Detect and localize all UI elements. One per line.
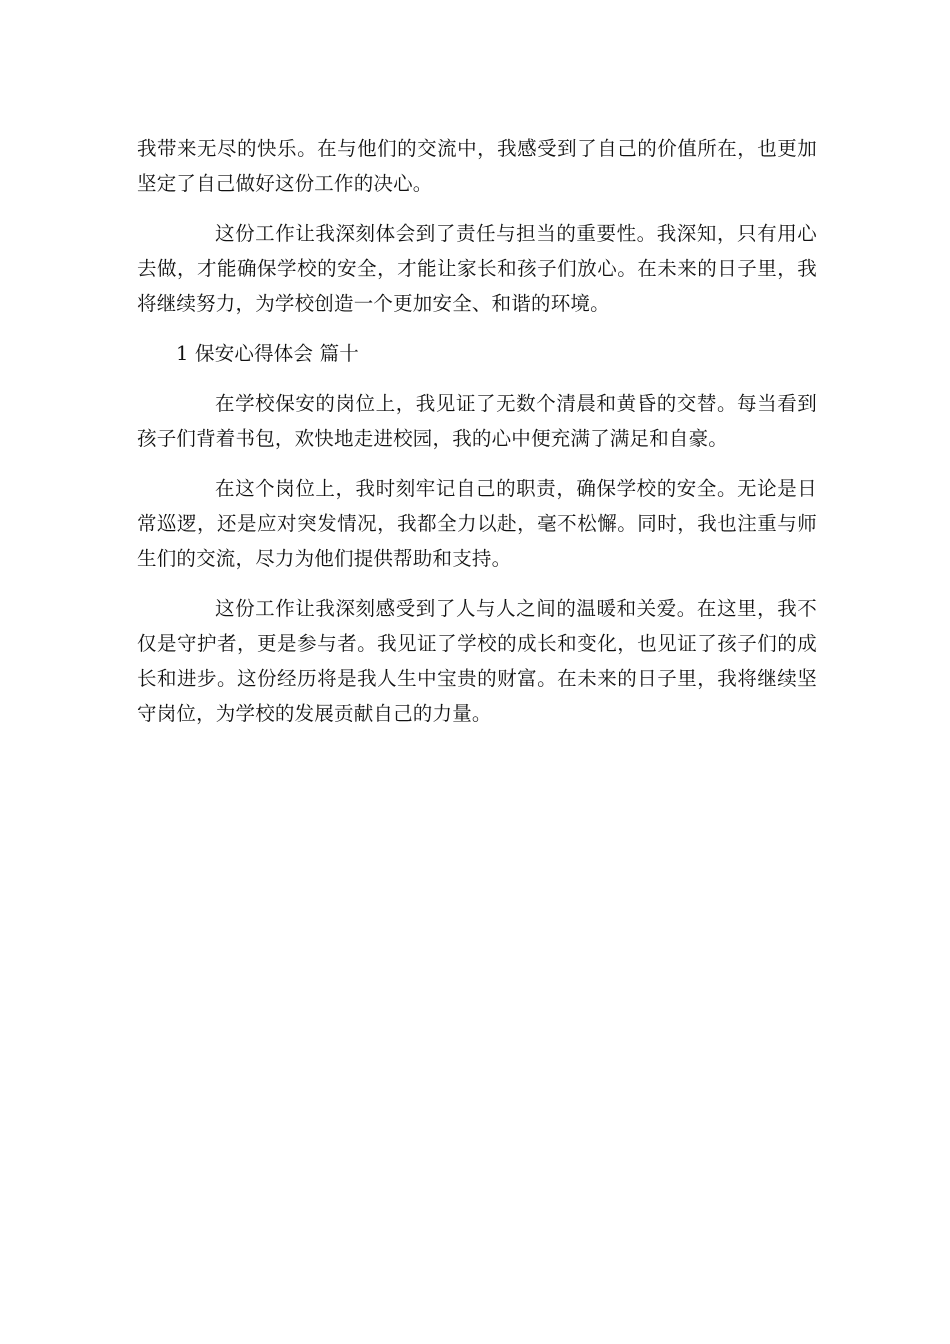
paragraph: 在学校保安的岗位上，我见证了无数个清晨和黄昏的交替。每当看到孩子们背着书包，欢快地走进校园，我的心中便充满了满足和自豪。 (137, 392, 817, 450)
document-body (137, 131, 817, 746)
paragraph: 这份工作让我深刻体会到了责任与担当的重要性。我深知，只有用心去做，才能确保学校的安全，才能让家长和孩子们放心。在未来的日子里，我将继续努力，为学校创造一个更加安全、和谐的环境。 (137, 222, 817, 315)
section-heading: 1 保安心得体会 篇十 (176, 342, 360, 365)
paragraph-continued: 我带来无尽的快乐。在与他们的交流中，我感受到了自己的价值所在，也更加坚定了自己做好这份工作的决心。 (137, 137, 817, 195)
paragraph: 这份工作让我深刻感受到了人与人之间的温暖和关爱。在这里，我不仅是守护者，更是参与者。我见证了学校的成长和变化，也见证了孩子们的成长和进步。这份经历将是我人生中宝贵的财富。在未来的日子里，我将继续坚守岗位，为学校的发展贡献自己的力量。 (137, 597, 817, 725)
paragraph: 在这个岗位上，我时刻牢记自己的职责，确保学校的安全。无论是日常巡逻，还是应对突发情况，我都全力以赴，毫不松懈。同时，我也注重与师生们的交流，尽力为他们提供帮助和支持。 (137, 477, 817, 570)
